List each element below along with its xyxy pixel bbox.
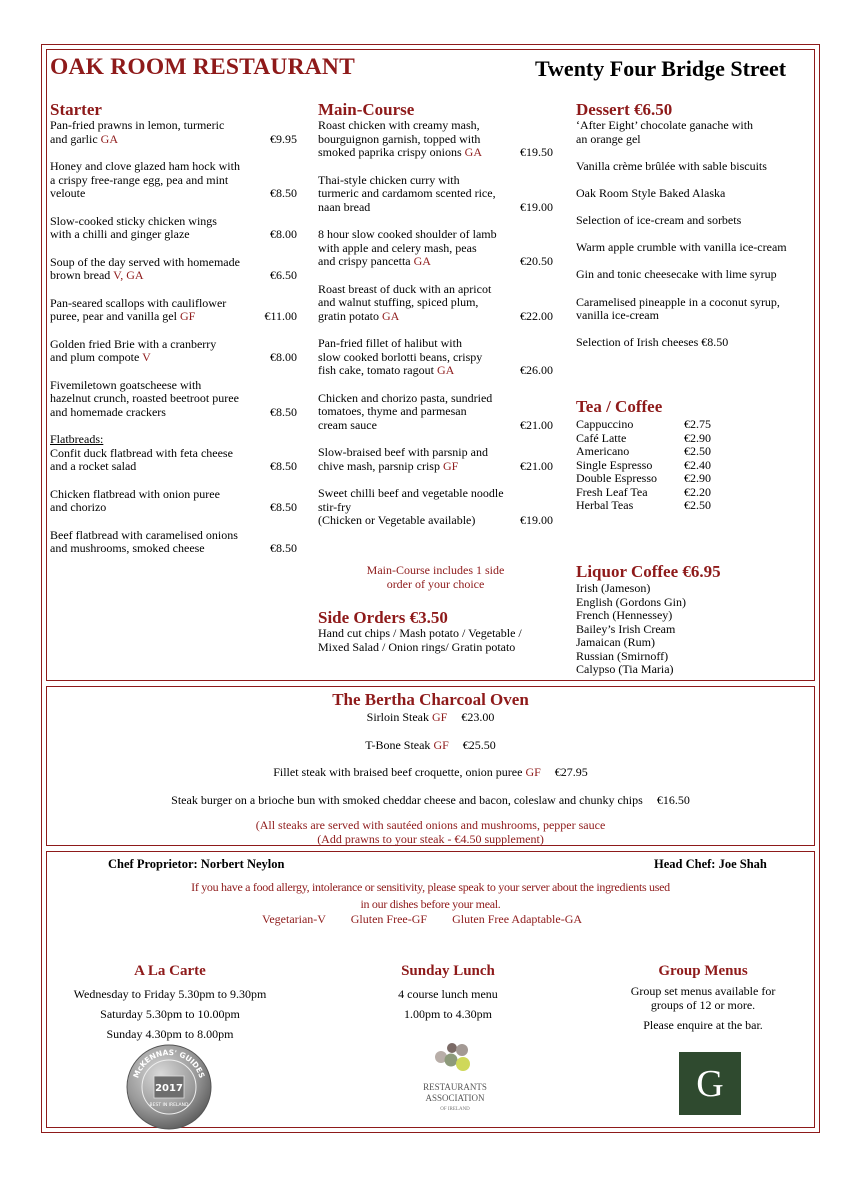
- flatbreads-label: Flatbreads:: [50, 432, 104, 446]
- side-orders: [318, 608, 558, 654]
- main-course-item: [318, 392, 553, 433]
- side-orders-line: Hand cut chips / Mash potato / Vegetable /: [318, 626, 522, 640]
- dessert-item-line: vanilla ice-cream: [576, 308, 659, 323]
- tea-coffee-name: Double Espresso: [576, 471, 657, 485]
- starter-item-text: brown bread: [50, 268, 114, 282]
- starter-price: €8.50: [270, 404, 297, 419]
- dessert-item: [576, 268, 811, 282]
- main-course-note-line: order of your choice: [386, 577, 485, 591]
- flatbread-item-text: Chicken flatbread with onion puree: [50, 486, 220, 501]
- starter-item: [50, 379, 297, 420]
- dessert-item: [576, 119, 811, 146]
- main-course-item: [318, 283, 553, 324]
- dessert-item: [576, 336, 811, 350]
- starter-item-text: puree, pear and vanilla gel: [50, 309, 180, 323]
- starter-item: [50, 256, 297, 283]
- main-course-item-line: [318, 392, 553, 406]
- bertha-item-price: €25.50: [462, 738, 496, 752]
- liquor-coffee-item: Irish (Jameson): [576, 581, 651, 595]
- starter-item: [50, 215, 297, 242]
- tea-coffee-name: Americano: [576, 444, 630, 458]
- bertha-item-price: €23.00: [461, 710, 495, 724]
- dietary-tag: GF: [179, 309, 196, 323]
- main-course-item-text: fish cake, tomato ragout: [318, 363, 437, 377]
- dessert-heading: Dessert €6.50: [576, 100, 673, 119]
- a-la-carte-line: Sunday 4.30pm to 8.00pm: [106, 1027, 234, 1041]
- tea-coffee-name: Fresh Leaf Tea: [576, 484, 648, 499]
- main-course-item-line: [318, 296, 553, 310]
- dessert-item: [576, 296, 811, 323]
- allergy-notice: [46, 879, 815, 913]
- main-course-item-text: slow cooked borlotti beans, crispy: [318, 349, 483, 364]
- flatbread-item-line: [50, 529, 297, 543]
- main-course-item-line: [318, 255, 553, 269]
- tea-coffee-row: [576, 445, 776, 459]
- main-course-item-text: chive mash, parsnip crisp: [318, 458, 443, 473]
- liquor-coffee: [576, 562, 796, 677]
- bertha-item: [46, 765, 815, 780]
- dessert-item-line: Oak Room Style Baked Alaska: [576, 185, 726, 200]
- main-course-item-line: [318, 351, 553, 365]
- dessert-item: [576, 187, 811, 201]
- starter-item-line: [50, 392, 297, 406]
- main-course-item-text: and crispy pancetta: [318, 254, 414, 268]
- bertha-note: [46, 819, 815, 846]
- tea-coffee-row: [576, 472, 776, 486]
- starter-item-text: Pan-seared scallops with cauliflower: [50, 295, 227, 310]
- flatbread-item-text: and a rocket salad: [50, 459, 137, 473]
- starter-heading: Starter: [50, 100, 102, 119]
- tea-coffee-name: Café Latte: [576, 430, 627, 445]
- main-course-item-text: gratin potato: [318, 308, 382, 323]
- main-course-note-line: Main-Course includes 1 side: [366, 563, 505, 577]
- liquor-coffee-item: Calypso (Tia Maria): [576, 662, 674, 676]
- main-course-item: [318, 119, 553, 160]
- bertha-item: [46, 793, 815, 808]
- chef-proprietor: Chef Proprietor: Norbert Neylon: [108, 857, 285, 871]
- main-course-item-text: 8 hour slow cooked shoulder of lamb: [318, 227, 497, 241]
- main-course-item-text: Thai-style chicken curry with: [318, 172, 460, 187]
- liquor-coffee-item: Bailey’s Irish Cream: [576, 621, 676, 636]
- seal-label: BEST IN IRELAND: [149, 1103, 189, 1108]
- side-orders-heading: Side Orders €3.50: [318, 608, 448, 627]
- starter-price: €8.00: [270, 227, 297, 241]
- main-course-item-line: [318, 405, 553, 419]
- dessert-column: [576, 100, 811, 364]
- main-course-item-line: [318, 283, 553, 297]
- starter-item-line: [50, 351, 297, 365]
- dessert-item: [576, 214, 811, 228]
- restaurants-association-logo-icon: [412, 1038, 498, 1118]
- group-menus: [598, 961, 808, 1032]
- bertha-item: [46, 738, 815, 753]
- flatbread-item-text: and chorizo: [50, 500, 107, 514]
- dietary-tag: GF: [442, 458, 459, 473]
- starter-price: €11.00: [264, 309, 297, 323]
- starter-item-line: [50, 187, 297, 201]
- main-course-price: €22.00: [520, 308, 553, 323]
- flatbread-item: [50, 488, 297, 515]
- tea-coffee-price: €2.40: [684, 457, 711, 472]
- starter-item-text: and garlic: [50, 131, 101, 146]
- main-course-column: [318, 100, 553, 542]
- main-course-item-text: tomatoes, thyme and parmesan: [318, 404, 467, 418]
- main-course-price: €26.00: [520, 363, 553, 377]
- starter-price: €9.95: [270, 131, 297, 146]
- starter-price: €6.50: [270, 268, 297, 282]
- tea-coffee-price: €2.75: [684, 417, 711, 431]
- starter-item-line: [50, 228, 297, 242]
- main-course-item-line: [318, 364, 553, 378]
- a-la-carte-line: Saturday 5.30pm to 10.00pm: [100, 1007, 240, 1021]
- main-course-item-line: [318, 228, 553, 242]
- tea-coffee-row: [576, 499, 776, 513]
- dietary-tag: GF: [432, 710, 448, 724]
- starter-item-text: hazelnut crunch, roasted beetroot puree: [50, 391, 239, 405]
- liquor-coffee-item: French (Hennessey): [576, 608, 673, 622]
- main-course-item-line: [318, 337, 553, 351]
- bertha-item-name: Steak burger on a brioche bun with smoked cheddar cheese and bacon, coleslaw and chunky chips: [171, 793, 643, 807]
- bertha-note-line: (All steaks are served with sautéed onions and mushrooms, pepper sauce: [255, 818, 606, 832]
- ra-line2: ASSOCIATION: [425, 1093, 485, 1103]
- allergy-line: in our dishes before your meal.: [360, 897, 501, 911]
- flatbread-price: €8.50: [270, 459, 297, 473]
- starter-item-line: [50, 160, 297, 174]
- tea-coffee-price: €2.20: [684, 484, 711, 499]
- sunday-lunch: [340, 961, 556, 1024]
- main-course-item-line: [318, 310, 553, 324]
- main-course-item-text: bourguignon garnish, topped with: [318, 131, 481, 146]
- main-course-item-line: [318, 487, 553, 501]
- main-course-heading: Main-Course: [318, 100, 415, 119]
- main-course-item-text: Roast breast of duck with an apricot: [318, 281, 492, 296]
- dietary-legend: [262, 912, 582, 927]
- dietary-tag: GA: [381, 308, 400, 323]
- starter-item-line: [50, 256, 297, 270]
- starter-item-text: Golden fried Brie with a cranberry: [50, 336, 217, 351]
- main-course-item-line: [318, 501, 553, 515]
- tea-coffee-price: €2.90: [684, 430, 711, 445]
- bertha-item: [46, 710, 815, 725]
- main-course-price: €21.00: [520, 417, 553, 432]
- allergy-line: If you have a food allergy, intolerance or sensitivity, please speak to your server about the ingredients used: [191, 880, 670, 894]
- sunday-lunch-line: 4 course lunch menu: [398, 987, 498, 1001]
- starter-item-line: [50, 133, 297, 147]
- main-course-item: [318, 174, 553, 215]
- main-course-price: €21.00: [520, 458, 553, 473]
- main-course-item-line: [318, 119, 553, 133]
- tea-coffee-price: €2.90: [684, 471, 711, 485]
- main-course-item-line: [318, 460, 553, 474]
- dietary-tag: V, GA: [113, 268, 144, 282]
- main-course-item: [318, 228, 553, 269]
- starter-item-line: [50, 269, 297, 283]
- dessert-item-line: Warm apple crumble with vanilla ice-cream: [576, 240, 787, 255]
- mckennas-guides-seal-icon: [126, 1044, 212, 1130]
- main-course-price: €20.50: [520, 254, 553, 268]
- bertha-item-price: €16.50: [656, 793, 690, 807]
- flatbread-item-text: Beef flatbread with caramelised onions: [50, 527, 238, 542]
- tea-coffee-name: Herbal Teas: [576, 498, 634, 512]
- main-course-item: [318, 487, 553, 528]
- main-course-item-line: [318, 514, 553, 528]
- bertha-heading: The Bertha Charcoal Oven: [332, 690, 529, 709]
- main-course-item-line: [318, 446, 553, 460]
- starter-item: [50, 338, 297, 365]
- dessert-item-line: Selection of ice-cream and sorbets: [576, 213, 742, 228]
- main-course-item: [318, 446, 553, 473]
- main-course-item-text: (Chicken or Vegetable available): [318, 513, 476, 527]
- flatbread-item-line: [50, 447, 297, 461]
- starter-item-text: Pan-fried prawns in lemon, turmeric: [50, 118, 225, 132]
- restaurant-title: OAK ROOM RESTAURANT: [50, 54, 355, 80]
- tea-coffee-price: €2.50: [684, 444, 711, 458]
- main-course-item-line: [318, 242, 553, 256]
- bertha-item-price: €27.95: [554, 765, 588, 779]
- flatbread-item-line: [50, 501, 297, 515]
- flatbread-price: €8.50: [270, 500, 297, 514]
- dietary-tag: GF: [433, 738, 449, 752]
- dietary-tag: GA: [100, 131, 118, 146]
- dessert-item-line: ‘After Eight’ chocolate ganache with: [576, 118, 754, 132]
- flatbread-item-line: [50, 460, 297, 474]
- main-course-item-line: [318, 146, 553, 160]
- main-course-item-text: Slow-braised beef with parsnip and: [318, 445, 488, 459]
- bertha-note-line: (Add prawns to your steak - €4.50 supplement): [317, 831, 544, 846]
- main-course-price: €19.00: [520, 199, 553, 214]
- g-logo-icon: [679, 1052, 741, 1115]
- starter-price: €8.00: [270, 350, 297, 364]
- bertha-item-name: T-Bone Steak: [365, 738, 434, 752]
- main-course-note: [318, 563, 553, 591]
- tea-coffee-name: Single Espresso: [576, 457, 653, 472]
- starter-item-text: veloute: [50, 186, 86, 200]
- dessert-item-line: Vanilla crème brûlée with sable biscuits: [576, 158, 767, 173]
- flatbread-item-text: and mushrooms, smoked cheese: [50, 541, 205, 555]
- legend-vegetarian: Vegetarian-V: [262, 912, 326, 926]
- starter-price: €8.50: [270, 186, 297, 200]
- head-chef: Head Chef: Joe Shah: [654, 857, 767, 871]
- main-course-item-text: cream sauce: [318, 417, 377, 432]
- tea-coffee-heading: Tea / Coffee: [576, 397, 663, 416]
- dessert-item-line: Selection of Irish cheeses €8.50: [576, 335, 729, 350]
- a-la-carte: [50, 961, 290, 1044]
- starter-item-text: a crispy free-range egg, pea and mint: [50, 172, 229, 187]
- main-course-item-text: Sweet chilli beef and vegetable noodle: [318, 486, 504, 500]
- starter-item-line: [50, 119, 297, 133]
- liquor-coffee-heading: Liquor Coffee €6.95: [576, 562, 721, 581]
- dessert-item: [576, 241, 811, 255]
- side-orders-line: Mixed Salad / Onion rings/ Gratin potato: [318, 639, 516, 654]
- starter-item-text: Soup of the day served with homemade: [50, 254, 240, 269]
- bertha-item-name: Sirloin Steak: [366, 710, 432, 724]
- starter-item-text: Honey and clove glazed ham hock with: [50, 159, 240, 173]
- main-course-item-text: smoked paprika crispy onions: [318, 145, 465, 159]
- main-course-item-text: Pan-fried fillet of halibut with: [318, 336, 462, 350]
- main-course-item-line: [318, 419, 553, 433]
- tea-coffee-row: [576, 418, 776, 432]
- starter-item-line: [50, 174, 297, 188]
- liquor-coffee-item: English (Gordons Gin): [576, 594, 686, 609]
- starter-column: [50, 100, 297, 570]
- dessert-item-line: Gin and tonic cheesecake with lime syrup: [576, 267, 777, 282]
- group-menus-line: groups of 12 or more.: [650, 998, 756, 1012]
- group-menus-heading: Group Menus: [658, 963, 748, 979]
- main-course-price: €19.00: [520, 513, 553, 527]
- starter-item-text: and plum compote: [50, 350, 143, 364]
- main-course-item-text: turmeric and cardamom scented rice,: [318, 186, 496, 200]
- dietary-tag: GF: [525, 765, 541, 779]
- a-la-carte-heading: A La Carte: [134, 963, 206, 979]
- ra-line3: OF IRELAND: [440, 1107, 470, 1112]
- starter-item-line: [50, 310, 297, 324]
- group-menus-line: Group set menus available for: [630, 984, 776, 998]
- dessert-item-line: Caramelised pineapple in a coconut syrup,: [576, 294, 780, 309]
- main-course-item-line: [318, 174, 553, 188]
- tea-coffee-row: [576, 459, 776, 473]
- flatbread-price: €8.50: [270, 541, 297, 555]
- tea-coffee-price: €2.50: [684, 498, 711, 512]
- main-course-item-text: Roast chicken with creamy mash,: [318, 118, 480, 132]
- tea-coffee-row: [576, 432, 776, 446]
- flatbread-item-line: [50, 542, 297, 556]
- main-course-item-text: Chicken and chorizo pasta, sundried: [318, 390, 493, 405]
- flatbread-item-line: [50, 488, 297, 502]
- dessert-item-line: an orange gel: [576, 131, 641, 146]
- dessert-item: [576, 160, 811, 174]
- main-course-item-line: [318, 133, 553, 147]
- flatbread-item: [50, 529, 297, 556]
- starter-item-text: Slow-cooked sticky chicken wings: [50, 213, 217, 228]
- seal-ring-text: McKENNAS' GUIDES: [131, 1047, 207, 1080]
- a-la-carte-line: Wednesday to Friday 5.30pm to 9.30pm: [73, 987, 267, 1001]
- dietary-tag: GA: [464, 145, 482, 159]
- sunday-lunch-heading: Sunday Lunch: [401, 963, 495, 979]
- main-course-item-line: [318, 187, 553, 201]
- group-menus-line: Please enquire at the bar.: [643, 1018, 763, 1032]
- main-course-item: [318, 337, 553, 378]
- dietary-tag: V: [142, 350, 151, 364]
- starter-item-line: [50, 406, 297, 420]
- main-course-item-text: stir-fry: [318, 499, 352, 514]
- seal-year: 2017: [155, 1083, 183, 1094]
- main-course-item-text: and walnut stuffing, spiced plum,: [318, 295, 479, 309]
- starter-item: [50, 119, 297, 146]
- legend-gluten-free-adaptable: Gluten Free Adaptable-GA: [452, 912, 583, 926]
- starter-item-line: [50, 338, 297, 352]
- starter-item-text: Fivemiletown goatscheese with: [50, 377, 202, 392]
- starter-item-line: [50, 297, 297, 311]
- tea-coffee-row: [576, 486, 776, 500]
- restaurant-address: Twenty Four Bridge Street: [535, 56, 787, 81]
- tea-coffee: [576, 397, 776, 513]
- starter-item: [50, 297, 297, 324]
- starter-item-line: [50, 379, 297, 393]
- liquor-coffee-item: Russian (Smirnoff): [576, 648, 669, 663]
- ra-line1: RESTAURANTS: [423, 1082, 487, 1092]
- starter-item-text: and homemade crackers: [50, 404, 166, 419]
- legend-gluten-free: Gluten Free-GF: [350, 912, 428, 926]
- flatbread-item-text: Confit duck flatbread with feta cheese: [50, 445, 233, 460]
- dietary-tag: GA: [413, 254, 431, 268]
- main-course-item-text: with apple and celery mash, peas: [318, 240, 477, 255]
- dietary-tag: GA: [436, 363, 455, 377]
- main-course-item-text: naan bread: [318, 199, 371, 214]
- flatbread-item: [50, 447, 297, 474]
- starter-item: [50, 160, 297, 201]
- tea-coffee-name: Cappuccino: [576, 417, 634, 431]
- starter-item-text: with a chilli and ginger glaze: [50, 227, 190, 241]
- main-course-price: €19.50: [520, 145, 553, 159]
- starter-item-line: [50, 215, 297, 229]
- main-course-item-line: [318, 201, 553, 215]
- g-logo-letter: G: [696, 1063, 724, 1105]
- sunday-lunch-line: 1.00pm to 4.30pm: [403, 1007, 492, 1021]
- bertha-item-name: Fillet steak with braised beef croquette, onion puree: [273, 765, 526, 779]
- liquor-coffee-item: Jamaican (Rum): [576, 635, 655, 649]
